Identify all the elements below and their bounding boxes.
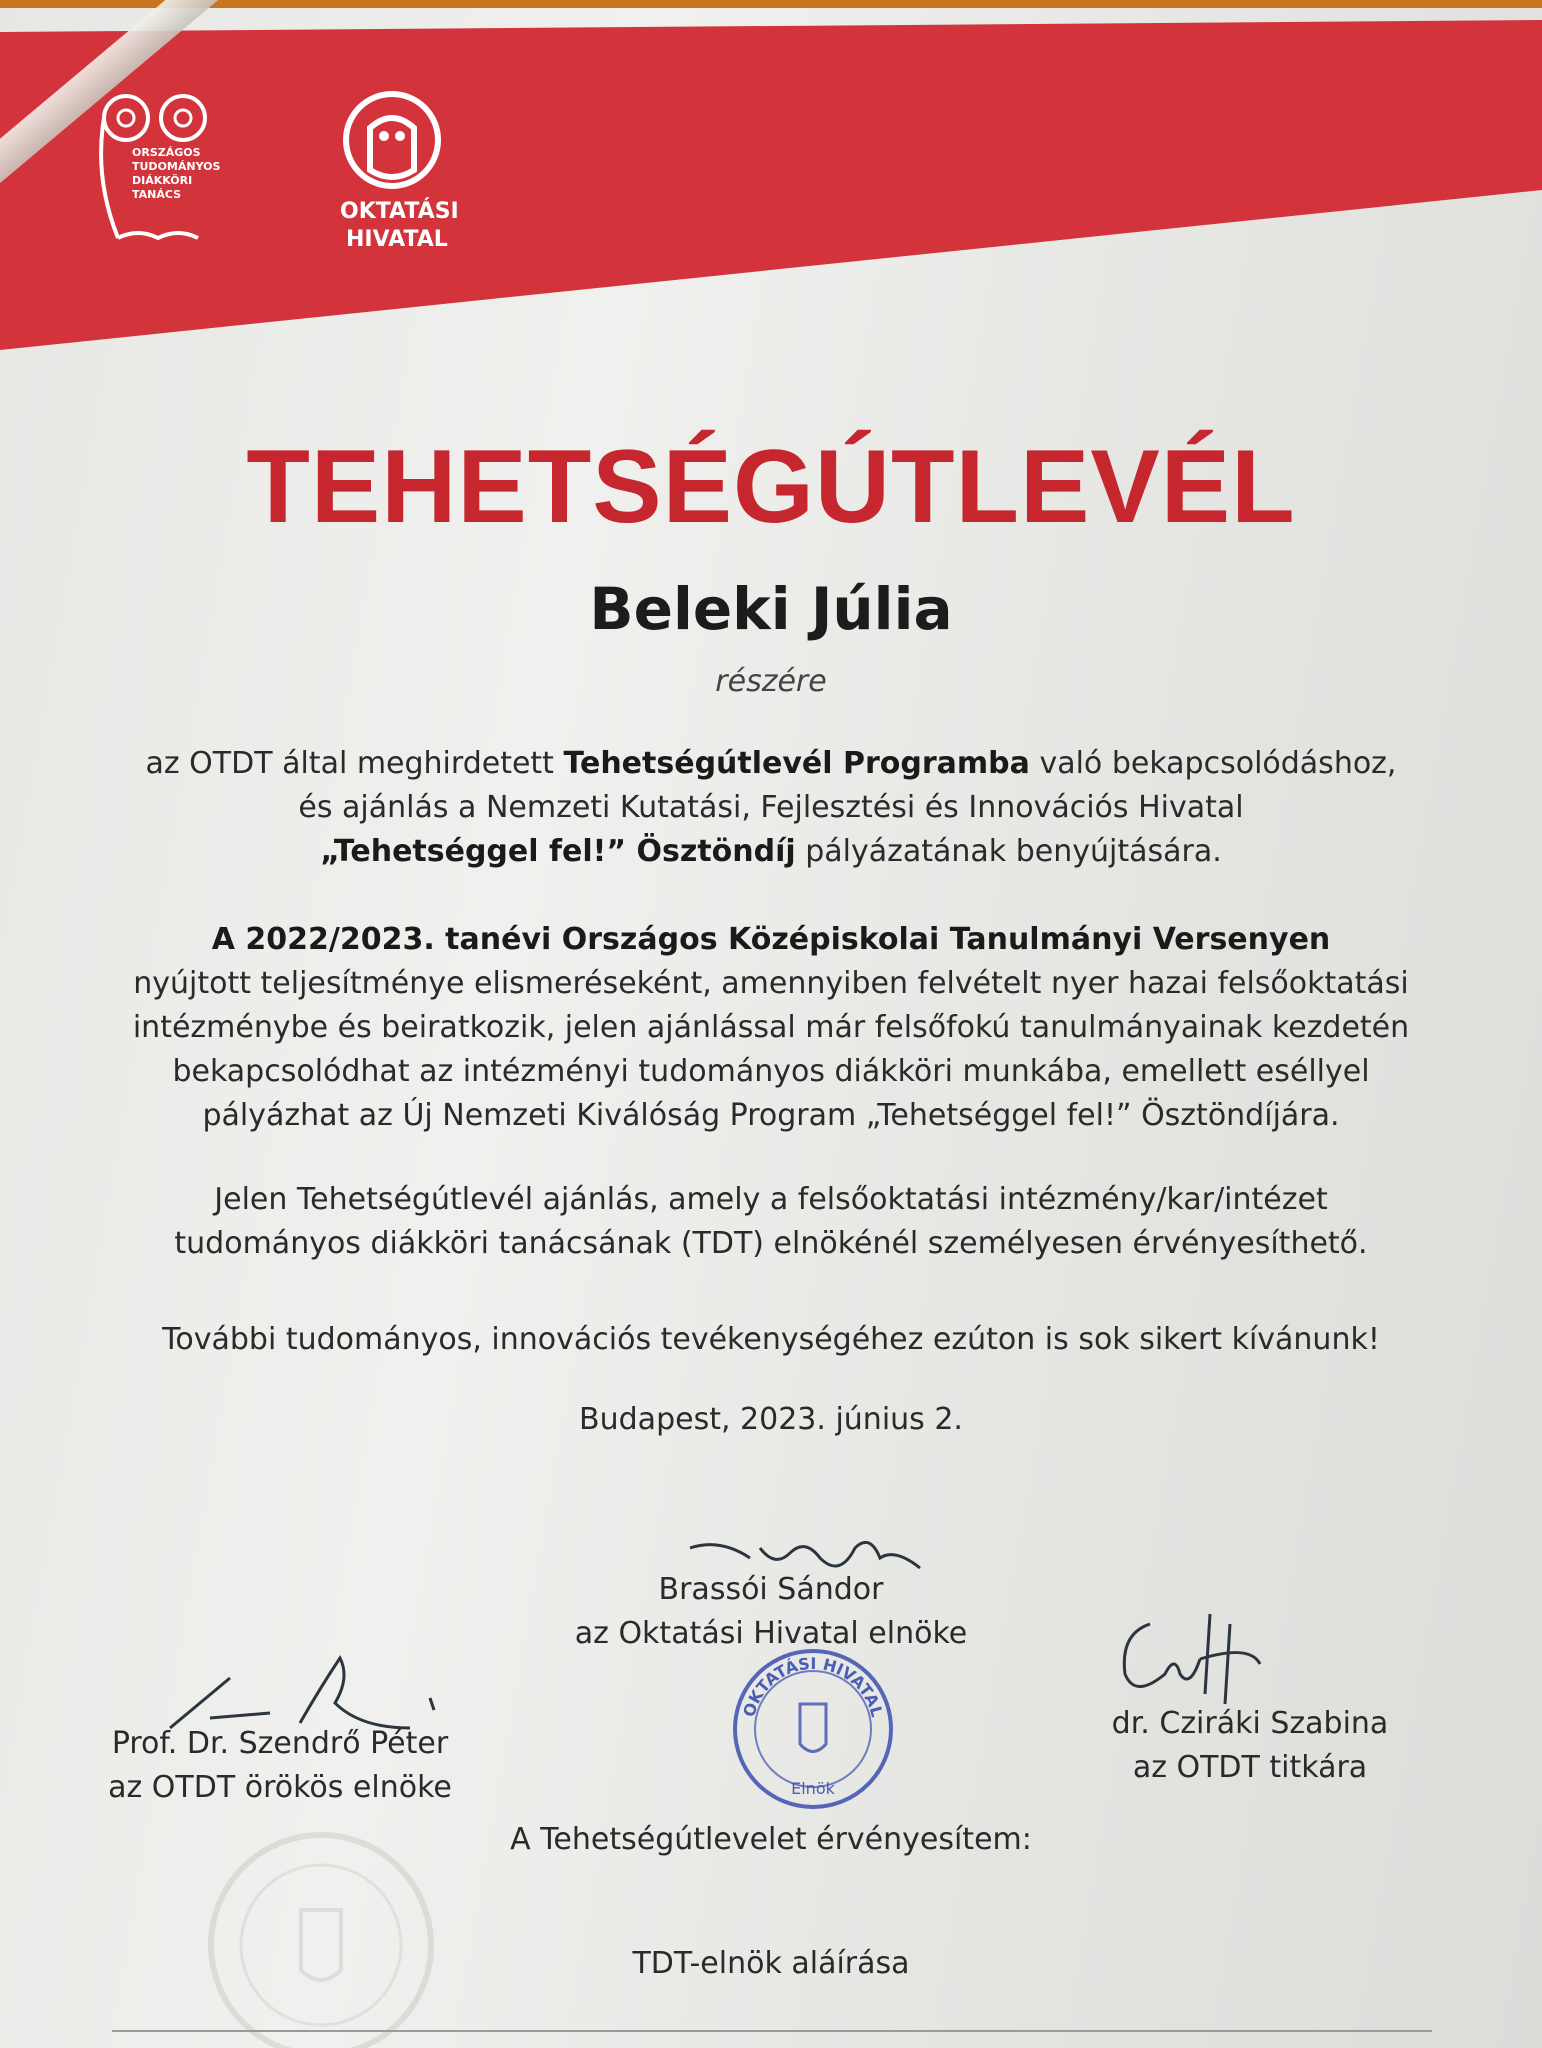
signatory-center [571,1568,971,1656]
p2-line2: intézménybe és beiratkozik, jelen ajánlással már felsőfokú tanulmányainak kezdetén [132,1010,1410,1045]
city-date: Budapest, 2023. június 2. [579,1402,963,1437]
svg-text:OKTATÁSI HIVATAL [739,1654,886,1719]
signature-line [112,2030,1432,2032]
p2-line3: bekapcsolódhat az intézményi tudományos diákköri munkába, emellett eséllyel [172,1054,1370,1089]
signatory-right-name: dr. Cziráki Szabina [1111,1706,1389,1741]
document-title: TEHETSÉGÚTLEVÉL [246,429,1296,545]
signatory-left [80,1722,480,1810]
signature-cziraki-icon [1110,1604,1290,1714]
oh-logo-text-1: OKTATÁSI [340,199,459,224]
tdt-signature-label: TDT-elnök aláírása [632,1946,910,1981]
signatory-center-role: az Oktatási Hivatal elnöke [574,1616,968,1651]
paragraph-validity [110,1178,1432,1266]
p1-line3-b: pályázatának benyújtására. [805,834,1222,869]
recipient-suffix: részére [715,664,827,699]
paragraph-competition [110,918,1432,1138]
paragraph-wishes: További tudományos, innovációs tevékenységéhez ezúton is sok sikert kívánunk! [162,1322,1380,1357]
oh-logo-text-2: HIVATAL [346,227,448,252]
otdt-logo-text-4: TANÁCS [132,188,182,201]
otdt-logo-icon [88,88,258,258]
p2-heading: A 2022/2023. tanévi Országos Középiskolai Tanulmányi Versenyen [211,922,1331,957]
otdt-logo-text-1: ORSZÁGOS [132,146,201,159]
validation-label: A Tehetségútlevelet érvényesítem: [510,1822,1032,1857]
p3-line1: Jelen Tehetségútlevél ajánlás, amely a felsőoktatási intézmény/kar/intézet [214,1182,1328,1217]
p1-line1-b: Tehetségútlevél Programba [563,746,1030,781]
paragraph-program [110,742,1432,874]
p2-line1: nyújtott teljesítménye elismeréseként, amennyiben felvételt nyer hazai felsőoktatási [133,966,1409,1001]
oktatasi-hivatal-logo-icon [330,88,480,268]
signatory-right [1050,1702,1450,1790]
official-stamp-icon [728,1644,898,1814]
signatory-left-role: az OTDT örökös elnöke [108,1770,452,1805]
p1-line3-a: „Tehetséggel fel!” Ösztöndíj [320,834,796,869]
signatory-left-name: Prof. Dr. Szendrő Péter [111,1726,449,1761]
p1-line2: és ajánlás a Nemzeti Kutatási, Fejlesztési és Innovációs Hivatal [298,790,1244,825]
signatory-right-role: az OTDT titkára [1132,1750,1368,1785]
signatory-center-name: Brassói Sándor [658,1572,884,1607]
recipient-name: Beleki Júlia [589,575,953,643]
stamp-bottom-text: Elnök [791,1779,835,1798]
p3-line2: tudományos diákköri tanácsának (TDT) elnökénél személyesen érvényesíthető. [174,1226,1368,1261]
p1-line1-a: az OTDT által meghirdetett [145,746,554,781]
otdt-logo-text-3: DIÁKKÖRI [132,174,193,187]
p1-line1-c: való bekapcsolódáshoz, [1039,746,1397,781]
otdt-logo-text-2: TUDOMÁNYOS [132,160,221,173]
stamp-top-text: OKTATÁSI HIVATAL [739,1653,887,1720]
p2-line4: pályázhat az Új Nemzeti Kiválóság Program „Tehetséggel fel!” Ösztöndíjára. [202,1098,1340,1133]
